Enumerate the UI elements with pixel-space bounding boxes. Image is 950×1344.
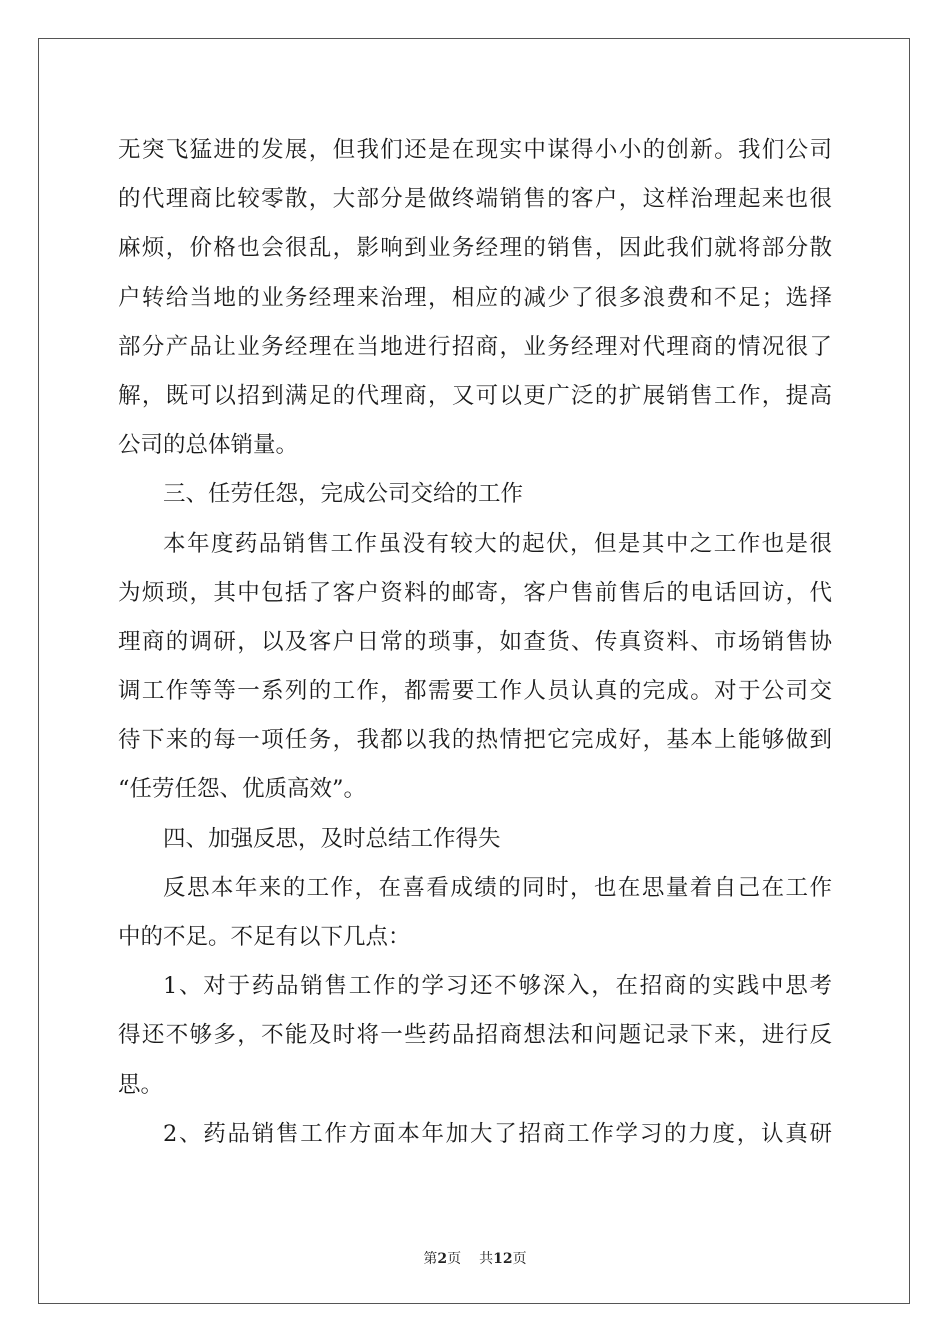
text-line: 公司的总体销量。 [118, 432, 299, 459]
page-total: 12 [493, 1251, 513, 1267]
text-line: 解，既可以招到满足的代理商，又可以更广泛的扩展销售工作，提高 [118, 382, 832, 409]
total-prefix: 共 [479, 1251, 494, 1267]
text-line: 无突飞猛进的发展，但我们还是在现实中谋得小小的创新。我们公司 [118, 137, 832, 163]
list-item-line: 思。 [118, 1071, 164, 1098]
text-line: 待下来的每一项任务，我都以我的热情把它完成好，基本上能够做到 [118, 727, 832, 754]
page-prefix: 第 [423, 1251, 438, 1267]
text-line: 麻烦，价格也会很乱，影响到业务经理的销售，因此我们就将部分散 [118, 235, 832, 262]
list-item-line: 2、药品销售工作方面本年加大了招商工作学习的力度，认真研 [163, 1120, 832, 1147]
list-item-line: 得还不够多，不能及时将一些药品招商想法和问题记录下来，进行反 [118, 1022, 832, 1049]
text-line: 本年度药品销售工作虽没有较大的起伏，但是其中之工作也是很 [163, 530, 832, 557]
section-heading: 四、加强反思，及时总结工作得失 [163, 825, 501, 852]
page-current: 2 [437, 1251, 448, 1267]
page-footer [0, 1248, 950, 1268]
text-line: 户转给当地的业务经理来治理，相应的减少了很多浪费和不足；选择 [118, 284, 832, 311]
text-line: 理商的调研，以及客户日常的琐事，如查货、传真资料、市场销售协 [118, 628, 832, 655]
text-line: 反思本年来的工作，在喜看成绩的同时，也在思量着自己在工作 [163, 874, 832, 901]
text-line: 调工作等等一系列的工作，都需要工作人员认真的完成。对于公司交 [118, 678, 832, 705]
text-line: “任劳任怨、优质高效”。 [118, 776, 367, 803]
text-line: 为烦琐，其中包括了客户资料的邮寄，客户售前售后的电话回访，代 [118, 579, 832, 606]
text-line: 的代理商比较零散，大部分是做终端销售的客户，这样治理起来也很 [118, 186, 832, 213]
list-item-line: 1、对于药品销售工作的学习还不够深入，在招商的实践中思考 [163, 973, 832, 1000]
document-body [118, 126, 832, 1159]
text-line: 部分产品让业务经理在当地进行招商，业务经理对代理商的情况很了 [118, 333, 832, 360]
page-unit: 页 [447, 1251, 462, 1267]
total-unit: 页 [512, 1251, 527, 1267]
text-line: 中的不足。不足有以下几点： [118, 924, 411, 950]
section-heading: 三、任劳任怨，完成公司交给的工作 [163, 481, 524, 508]
